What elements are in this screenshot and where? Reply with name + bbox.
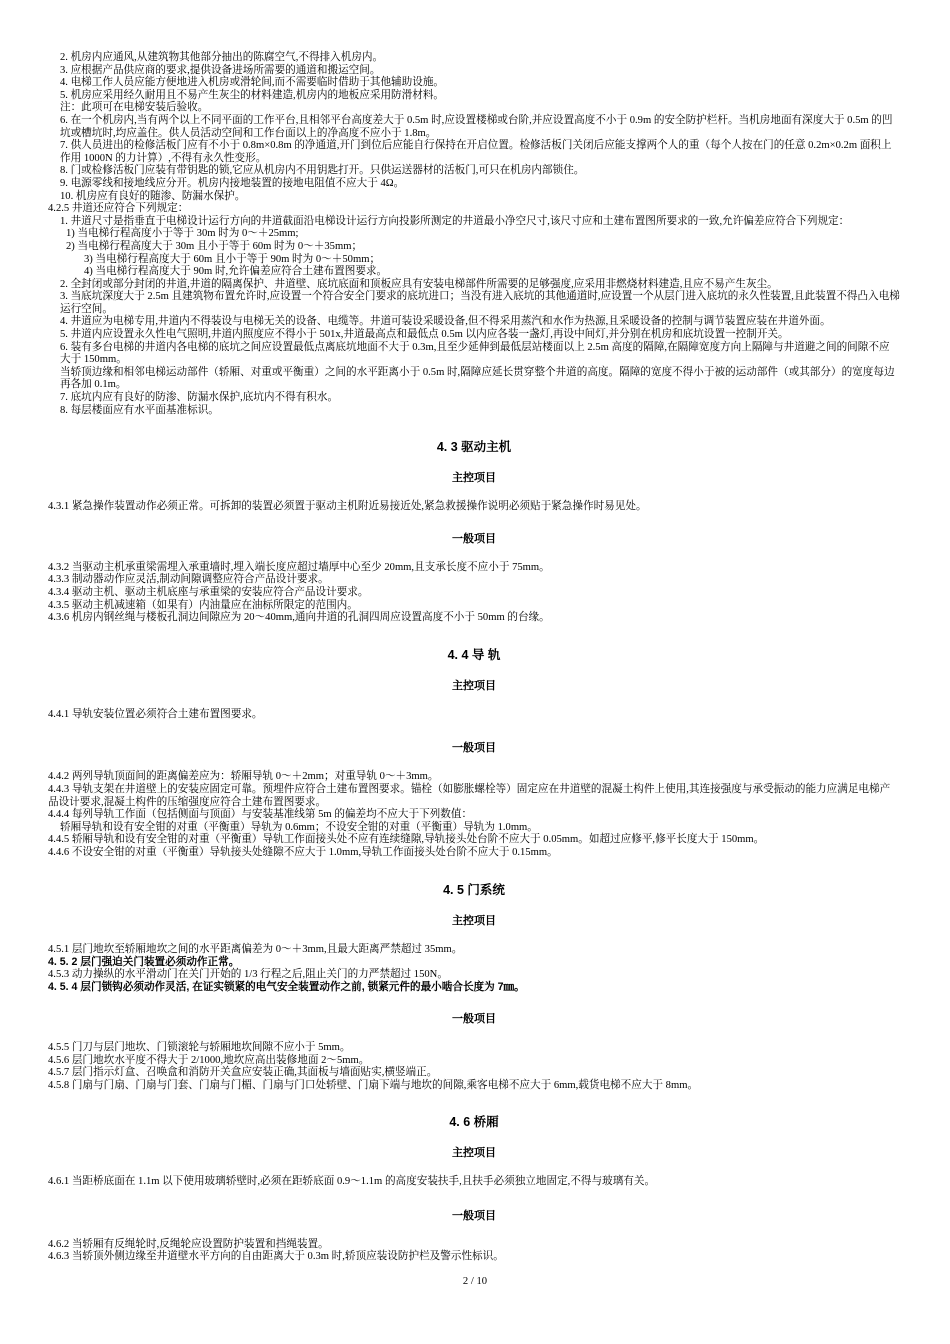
- paragraph: 10. 机房应有良好的随渗、防漏水保护。: [60, 190, 246, 202]
- subsection-title: 一般项目: [452, 532, 496, 545]
- paragraph: 3. 应根据产品供应商的要求,提供设备进场所需要的通道和搬运空间。: [60, 64, 381, 76]
- paragraph: 9. 电源零线和接地线应分开。机房内接地装置的接地电阻值不应大于 4Ω。: [60, 177, 405, 189]
- paragraph: 6. 装有多台电梯的井道内各电梯的底坑之间应设置最低点离底坑地面不大于 0.3m,且至少延伸到最低层站楼面以上 2.5m 高度的隔障,在隔障宽度方向上隔障与井道避之间的间隙不应大于 150mm。: [60, 341, 890, 366]
- paragraph: 4. 电梯工作人员应能方便地进入机房或滑轮间,而不需要临时借助于其他辅助设施。: [60, 77, 445, 89]
- list-item: 2) 当电梯行程高度大于 30m 且小于等于 60m 时为 0～＋35mm；: [66, 240, 363, 252]
- paragraph: 4.5.1 层门地坎至轿厢地坎之间的水平距离偏差为 0～＋3mm,且最大距离严禁超过 35mm。: [48, 943, 463, 955]
- paragraph: 4.4.4 每列导轨工作面（包括侧面与顶面）与安装基准线第 5m 的偏差均不应大于下列数值：: [48, 809, 473, 821]
- paragraph: 4.4.2 两列导轨顶面间的距离偏差应为：轿厢导轨 0～＋2mm；对重导轨 0～＋3mm。: [48, 771, 439, 783]
- section-title: 4. 3 驱动主机: [436, 440, 512, 455]
- paragraph-bold: 4. 5. 2 层门强迫关门装置必须动作正常。: [48, 956, 240, 969]
- paragraph: 4.4.1 导轨安装位置必须符合土建布置图要求。: [48, 708, 263, 720]
- paragraph: 4.5.6 层门地坎水平度不得大于 2/1000,地坎应高出装修地面 2～5mm。: [48, 1054, 370, 1066]
- paragraph: 7. 底坑内应有良好的防渗、防漏水保护,底坑内不得有积水。: [60, 392, 339, 404]
- paragraph: 4.5.3 动力操纵的水平滑动门在关门开始的 1/3 行程之后,阻止关门的力严禁超过 150N。: [48, 968, 448, 980]
- paragraph: 4.5.5 门刀与层门地坎、门锁滚轮与轿厢地坎间隙不应小于 5mm。: [48, 1041, 351, 1053]
- paragraph: 1. 井道尺寸是指垂直于电梯设计运行方向的井道截面沿电梯设计运行方向投影所测定的井道最小净空尺寸,该尺寸应和土建布置图所要求的一致,允许偏差应符合下列规定：: [60, 215, 850, 227]
- list-item: 3) 当电梯行程高度大于 60m 且小于等于 90m 时为 0～＋50mm；: [84, 253, 381, 265]
- clause-heading: 4.2.5 井道还应符合下列规定：: [48, 203, 189, 215]
- paragraph: 3. 当底坑深度大于 2.5m 且建筑物布置允许时,应设置一个符合安全门要求的底坑进口；当没有进入底坑的其他通道时,应设置一个从层门进入底坑的永久性装置,且此装置不得凸入电梯运行空间。: [60, 291, 900, 315]
- paragraph: 轿厢导轨和设有安全钳的对重（平衡重）导轨为 0.6mm；不设安全钳的对重（平衡重）导轨为 1.0mm。: [60, 821, 538, 833]
- subsection-title: 主控项目: [452, 914, 496, 927]
- subsection-title: 一般项目: [452, 1012, 496, 1025]
- note: 注：此项可在电梯安装后验收。: [60, 102, 209, 114]
- paragraph: 4.4.5 轿厢导轨和设有安全钳的对重（平衡重）导轨工作面接头处不应有连续缝隙,导轨接头处台阶不应大于 0.05mm。如超过应修平,修平长度大于 150mm。: [48, 834, 765, 846]
- page-number: 2 / 10: [462, 1276, 488, 1287]
- list-item: 4) 当电梯行程高度大于 90m 时,允许偏差应符合土建布置图要求。: [84, 266, 388, 278]
- paragraph: 2. 机房内应通风,从建筑物其他部分抽出的陈腐空气,不得排入机房内。: [60, 52, 384, 63]
- subsection-title: 主控项目: [452, 1147, 496, 1160]
- subsection-title: 主控项目: [452, 472, 496, 485]
- subsection-title: 一般项目: [452, 742, 496, 755]
- paragraph: 7. 供人员进出的检修活板门应有不小于 0.8m×0.8m 的净通道,开门到位后应能自行保持在开启位置。检修活板门关闭后应能支撑两个人的重（每个人按在门的任意 0.2m×0.2m 面积上作用 1000N 的力计算）,不得有永久性变形。: [60, 140, 892, 164]
- document-page: [48, 52, 900, 1264]
- paragraph: 5. 井道内应设置永久性电气照明,井道内照度应不得小于 501x,井道最高点和最低点 0.5m 以内应各装一盏灯,再设中间灯,并分别在机房和底坑设置一控制开关。: [60, 329, 789, 341]
- list-item: 1) 当电梯行程高度小于等于 30m 时为 0～＋25mm;: [66, 228, 299, 240]
- section-title: 4. 6 桥厢: [449, 1115, 499, 1130]
- paragraph-bold: 4. 5. 4 层门锁钩必须动作灵活, 在证实锁紧的电气安全装置动作之前, 锁紧元件的最小啮合长度为 7㎜。: [48, 981, 525, 994]
- paragraph: 4.5.7 层门指示灯盒、召唤盒和消防开关盒应安装正确,其面板与墙面贴实,横竖端正。: [48, 1067, 438, 1079]
- paragraph: 4.4.6 不设安全钳的对重（平衡重）导轨接头处缝隙不应大于 1.0mm,导轨工作面接头处台阶不应大于 0.15mm。: [48, 846, 558, 858]
- subsection-title: 一般项目: [452, 1209, 496, 1222]
- paragraph: 4.3.2 当驱动主机承重梁需埋入承重墙时,埋入端长度应超过墙厚中心至少 20mm,且支承长度不应小于 75mm。: [48, 561, 550, 573]
- paragraph: 4.3.6 机房内钢丝绳与楼板孔洞边间隙应为 20～40mm,通向井道的孔洞四周应设置高度不小于 50mm 的台缘。: [48, 612, 550, 624]
- paragraph: 4.6.1 当距桥底面在 1.1m 以下使用玻璃轿壁时,必须在距轿底面 0.9～1.1m 的高度安装扶手,且扶手必须独立地固定,不得与玻璃有关。: [48, 1176, 656, 1188]
- section-title: 4. 4 导 轨: [447, 647, 501, 662]
- section-title: 4. 5 门系统: [443, 882, 505, 897]
- subsection-title: 主控项目: [452, 679, 496, 692]
- paragraph: 4.4.3 导轨支架在井道壁上的安装应固定可靠。预埋件应符合土建布置图要求。锚栓（如膨胀螺栓等）固定应在井道壁的混凝土构件上使用,其连接强度与承受振动的能力应满足电梯产品设计要求,混凝土构件的压缩强度应符合土建布置图要求。: [48, 783, 891, 808]
- paragraph: 4.6.2 当轿厢有反绳轮时,反绳轮应设置防护装置和挡绳装置。: [48, 1238, 329, 1250]
- paragraph: 当轿顶边缘和相邻电梯运动部件（轿厢、对重或平衡重）之间的水平距离小于 0.5m 时,隔障应延长贯穿整个井道的高度。隔障的宽度不得小于被的运动部件（或其部分）的宽度每边再各加 0.1m。: [60, 366, 895, 391]
- paragraph: 4.6.3 当轿顶外侧边缘至井道壁水平方向的自由距离大于 0.3m 时,轿顶应装设防护栏及警示性标识。: [48, 1251, 504, 1263]
- paragraph: 6. 在一个机房内,当有两个以上不同平面的工作平台,且相邻平台高度差大于 0.5m 时,应设置楼梯或台阶,并应设置高度不小于 0.9m 的安全防护栏杆。当机房地面有深度大于 0.5m 的凹坑或槽坑时,均应盖住。供人员活动空间和工作台面以上的净高度不应小于 1.8m。: [60, 114, 893, 139]
- paragraph: 4.3.3 制动器动作应灵活,制动间隙调整应符合产品设计要求。: [48, 574, 329, 586]
- paragraph: 4.3.1 紧急操作装置动作必须正常。可拆卸的装置必须置于驱动主机附近易接近处,紧急救援操作说明必须贴于紧急操作时易见处。: [48, 501, 647, 513]
- paragraph: 4. 井道应为电梯专用,井道内不得装设与电梯无关的设备、电缆等。井道可装设采暖设备,但不得采用蒸汽和水作为热源,且采暖设备的控制与调节装置应装在井道外面。: [60, 316, 831, 328]
- paragraph: 8. 门或检修活板门应装有带钥匙的锁,它应从机房内不用钥匙打开。只供运送器材的活板门,可只在机房内部锁住。: [60, 165, 585, 177]
- paragraph: 4.5.8 门扇与门扇、门扇与门套、门扇与门楣、门扇与门口处轿壁、门扇下端与地坎的间隙,乘客电梯不应大于 6mm,载货电梯不应大于 8mm。: [48, 1079, 699, 1091]
- paragraph: 4.3.5 驱动主机减速箱（如果有）内油量应在油标所限定的范围内。: [48, 599, 358, 611]
- paragraph: 4.3.4 驱动主机、驱动主机底座与承重梁的安装应符合产品设计要求。: [48, 587, 369, 598]
- paragraph: 2. 全封闭或部分封闭的井道,井道的隔离保护、井道壁、底坑底面和顶板应具有安装电梯部件所需要的足够强度,应采用非燃烧材料建造,且应不易产生灰尘。: [60, 278, 778, 290]
- paragraph: 5. 机房应采用经久耐用且不易产生灰尘的材料建造,机房内的地板应采用防滑材料。: [60, 89, 445, 101]
- paragraph: 8. 每层楼面应有水平面基准标识。: [60, 404, 219, 416]
